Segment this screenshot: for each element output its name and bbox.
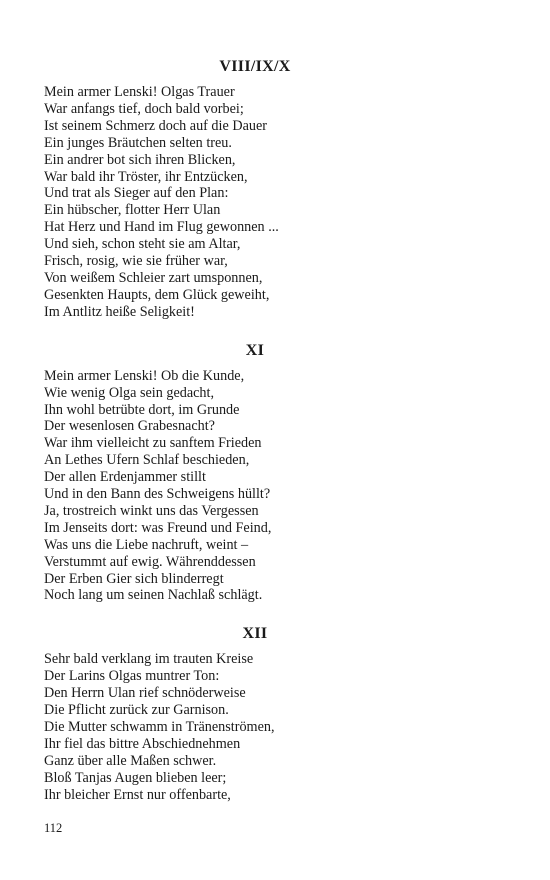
verse-line: Ein hübscher, flotter Herr Ulan [44,202,221,219]
stanza-title: XI [245,341,265,359]
verse-line: Ist seinem Schmerz doch auf die Dauer [44,117,267,134]
verse-line: Ihn wohl betrübte dort, im Grunde [44,401,240,418]
verse-line: Der Erben Gier sich blinderregt [44,570,224,587]
stanza-title: VIII/IX/X [219,58,291,75]
verse-line: Der wesenlosen Grabesnacht? [44,418,215,435]
verse-line: Ihr bleicher Ernst nur offenbarte, [44,786,231,803]
stanza-title: XII [242,625,268,643]
verse-line: Ein junges Bräutchen selten treu. [44,134,232,151]
verse-line: Und in den Bann des Schweigens hüllt? [44,486,271,503]
verse-line: Bloß Tanjas Augen blieben leer; [44,769,227,786]
verse-line: Ja, trostreich winkt uns das Vergessen [44,502,259,519]
stanza-viii-ix-x [44,56,466,321]
verse-line: Die Pflicht zurück zur Garnison. [44,702,229,719]
verse-line: Ganz über alle Maßen schwer. [44,752,217,769]
verse-line: Im Jenseits dort: was Freund und Feind, [44,519,272,536]
verse-line: Sehr bald verklang im trauten Kreise [44,651,254,668]
verse-line: Den Herrn Ulan rief schnöderweise [44,685,246,702]
verse-line: Verstummt auf ewig. Währenddessen [44,553,256,570]
verse-line: Wie wenig Olga sein gedacht, [44,384,215,401]
verse-line: Im Antlitz heiße Seligkeit! [44,303,195,320]
verse-line: Ein andrer bot sich ihren Blicken, [44,151,236,168]
stanza-xii [44,623,466,803]
poem-page [44,56,466,804]
verse-line: Und sieh, schon steht sie am Altar, [44,236,241,253]
verse-line: Mein armer Lenski! Ob die Kunde, [44,367,245,384]
verse-line: War ihm vielleicht zu sanftem Frieden [44,435,262,452]
page-number: 112 [44,821,63,835]
verse-line: Was uns die Liebe nachruft, weint – [44,536,249,553]
verse-line: Die Mutter schwamm in Tränenströmen, [44,719,275,735]
stanza-xi [44,340,466,605]
verse-line: War anfangs tief, doch bald vorbei; [44,100,244,117]
verse-line: Der allen Erdenjammer stillt [44,469,206,486]
verse-line: An Lethes Ufern Schlaf beschieden, [44,452,250,469]
verse-line: Frisch, rosig, wie sie früher war, [44,253,228,270]
verse-line: Hat Herz und Hand im Flug gewonnen ... [44,219,279,236]
verse-line: Gesenkten Haupts, dem Glück geweiht, [44,286,270,303]
verse-line: Ihr fiel das bittre Abschiednehmen [44,735,241,752]
verse-line: Mein armer Lenski! Olgas Trauer [44,84,235,100]
verse-line: Der Larins Olgas muntrer Ton: [44,668,220,685]
verse-line: Und trat als Sieger auf den Plan: [44,185,229,202]
verse-line: War bald ihr Tröster, ihr Entzücken, [44,168,248,185]
verse-line: Noch lang um seinen Nachlaß schlägt. [44,587,263,604]
verse-line: Von weißem Schleier zart umsponnen, [44,269,263,286]
